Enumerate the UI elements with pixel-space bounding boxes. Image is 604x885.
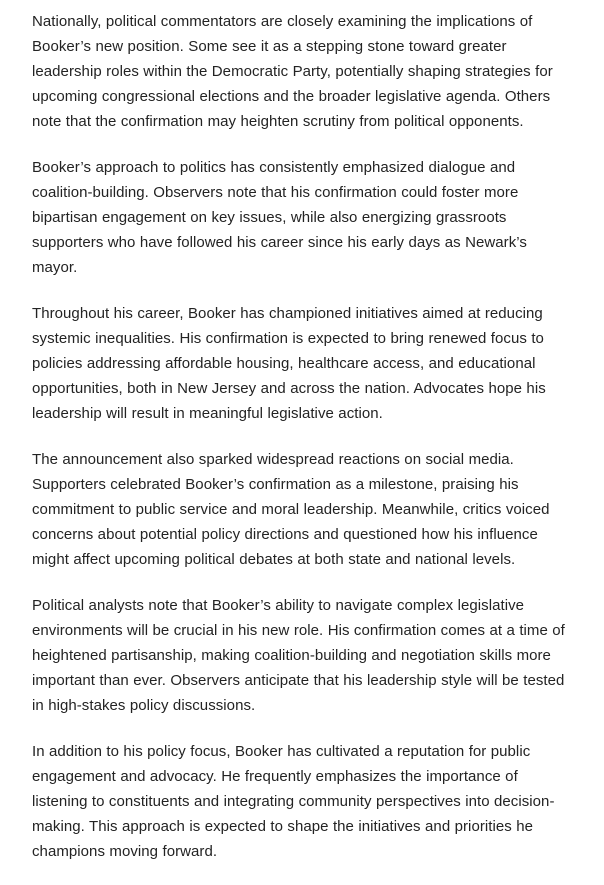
article-body — [32, 9, 578, 885]
paragraph-public-engagement: In addition to his policy focus, Booker has cultivated a reputation for public engagement and advocacy. He frequently emphasizes the importance of listening to constituents and integrating community perspectives into decision- making. This approach is expected to shape the initiatives and priorities he champions moving forward. — [32, 743, 555, 860]
paragraph-national-commentary: Nationally, political commentators are closely examining the implications of Booker’s new position. Some see it as a stepping stone toward greater leadership roles within the Democratic Party, potentially shaping strategies for upcoming congressional elections and the broader legislative agenda. Others note that the confirmation may heighten scrutiny from political opponents. — [32, 13, 553, 130]
paragraph-systemic-inequalities: Throughout his career, Booker has championed initiatives aimed at reducing systemic inequalities. His confirmation is expected to bring renewed focus to policies addressing affordable housing, healthcare access, and educational opportunities, both in New Jersey and across the nation. Advocates hope his leadership will result in meaningful legislative action. — [32, 305, 546, 422]
paragraph-approach-to-politics: Booker’s approach to politics has consistently emphasized dialogue and coalition-building. Observers note that his confirmation could foster more bipartisan engagement on key issues, while also energizing grassroots supporters who have followed his career since his early days as Newark’s mayor. — [32, 159, 527, 276]
paragraph-social-media-reactions: The announcement also sparked widespread reactions on social media. Supporters celebrated Booker’s confirmation as a milestone, praising his commitment to public service and moral leadership. Meanwhile, critics voiced concerns about potential policy directions and questioned how his influence might affect upcoming political debates at both state and national levels. — [32, 451, 550, 568]
paragraph-political-analysts: Political analysts note that Booker’s ability to navigate complex legislative environments will be crucial in his new role. His confirmation comes at a time of heightened partisanship, making coalition-building and negotiation skills more important than ever. Observers anticipate that his leadership style will be tested in high-stakes policy discussions. — [32, 597, 565, 714]
